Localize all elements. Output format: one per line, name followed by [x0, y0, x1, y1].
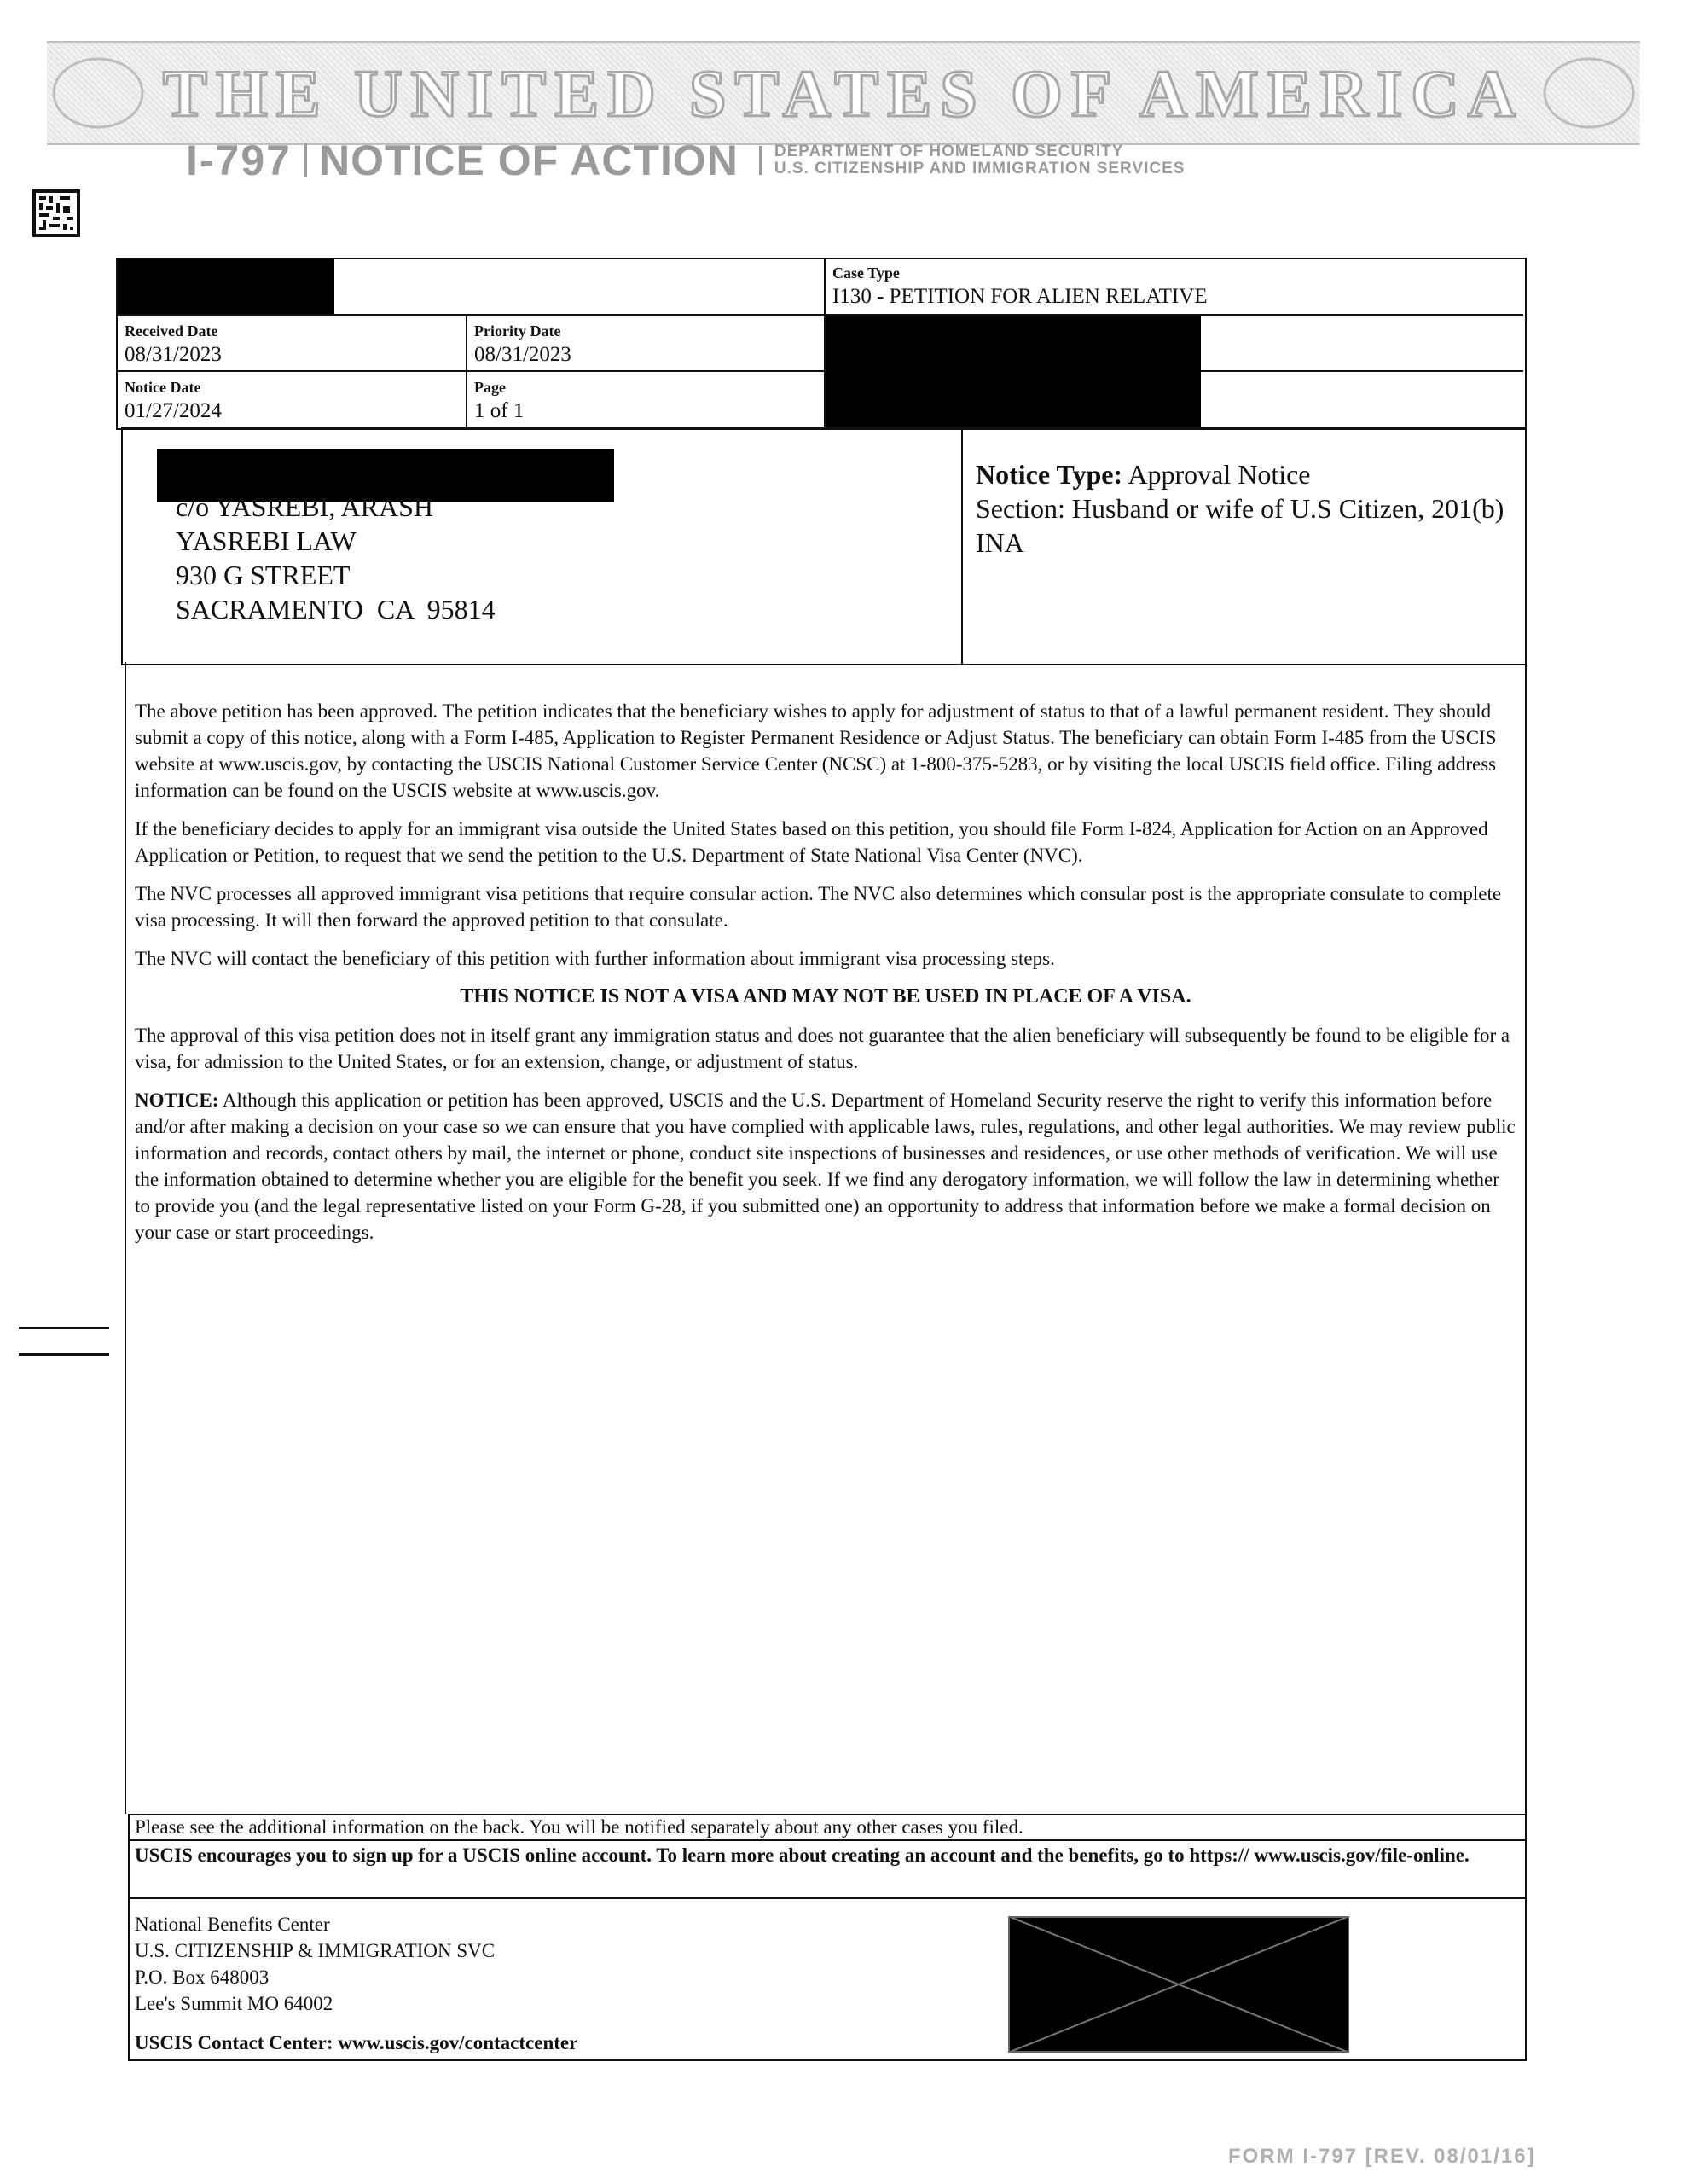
- notice-section: Section: Husband or wife of U.S Citizen, 201(b) INA: [976, 493, 1504, 558]
- case-type-cell: [826, 259, 1523, 316]
- office-line-2: U.S. CITIZENSHIP & IMMIGRATION SVC: [135, 1940, 496, 1961]
- department-block: [774, 143, 1186, 177]
- office-line-1: National Benefits Center: [135, 1914, 330, 1935]
- body-paragraph-6: [135, 1087, 1516, 1246]
- address-line-2: YASREBI LAW: [176, 526, 357, 556]
- case-type-value: I130 - PETITION FOR ALIEN RELATIVE: [832, 285, 1208, 308]
- notice-type-block: [976, 457, 1522, 560]
- address-line-1: c/o YASREBI, ARASH: [176, 491, 433, 522]
- banner-title: THE UNITED STATES OF AMERICA: [162, 56, 1525, 131]
- notice-type-value: Approval Notice: [1122, 459, 1311, 490]
- address-notice-box: [121, 427, 1527, 665]
- office-line-3: P.O. Box 648003: [135, 1966, 270, 1988]
- mailing-address: [176, 490, 496, 626]
- received-date-label: Received Date: [125, 322, 218, 340]
- redaction-block: [826, 316, 1201, 427]
- beneficiary-cell: [826, 316, 1523, 372]
- priority-date-value: 08/31/2023: [474, 343, 571, 366]
- visa-warning: THIS NOTICE IS NOT A VISA AND MAY NOT BE USED IN PLACE OF A VISA.: [460, 985, 1191, 1008]
- body-paragraph-1: The above petition has been approved. The petition indicates that the beneficiary wishes to apply for adjustment of status to that of a lawful permanent resident. They should submit a copy of this notice, along with a Form I-485, Application to Register Permanent Residence or Adjust Status. The beneficiary can obtain Form I-485 from the USCIS website at www.uscis.gov, by contacting the USCIS National Customer Service Center (NCSC) at 1-800-375-5283, or by visiting the local USCIS field office. Filing address information can be found on the USCIS website at www.uscis.gov.: [135, 700, 1497, 801]
- body-paragraph-5: The approval of this visa petition does not in itself grant any immigration status and does not guarantee that the alien beneficiary will subsequently be found to be eligible for a visa, for admission to the United States, or for an extension, change, or adjustment of status.: [135, 1025, 1510, 1072]
- banner-lettering: [47, 43, 1640, 143]
- received-date-value: 08/31/2023: [125, 343, 222, 366]
- form-revision: FORM I-797 [REV. 08/01/16]: [1228, 2145, 1536, 2168]
- title-divider-2: [759, 146, 762, 175]
- priority-date-label: Priority Date: [474, 322, 561, 340]
- redacted-signature-box: [1008, 1916, 1349, 2053]
- office-block: [128, 1899, 1527, 2061]
- notice-date-label: Notice Date: [125, 379, 201, 396]
- page-cell: [467, 372, 826, 427]
- qr-barcode-icon: [32, 189, 80, 237]
- address-line-4: SACRAMENTO CA 95814: [176, 594, 496, 624]
- case-info-table: [116, 258, 1527, 430]
- priority-date-cell: [467, 316, 826, 372]
- case-type-label: Case Type: [832, 264, 900, 282]
- margin-marks: [19, 1327, 109, 1380]
- applicant-cell: [1201, 372, 1523, 427]
- body-paragraph-4: The NVC will contact the beneficiary of this petition with further information about immigrant visa processing steps.: [135, 948, 1055, 969]
- online-account-note: USCIS encourages you to sign up for a USCIS online account. To learn more about creating an account and the benefits, go to https:// www.uscis.gov/file-online.: [128, 1841, 1527, 1899]
- notice-body: [135, 698, 1516, 1258]
- form-number: I-797: [186, 136, 292, 184]
- body-paragraph-3: The NVC processes all approved immigrant visa petitions that require consular action. The NVC also determines which consular post is the appropriate consulate to complete visa processing. It will then forward the approved petition to that consulate.: [135, 883, 1502, 931]
- department-line-2: U.S. CITIZENSHIP AND IMMIGRATION SERVICES: [774, 160, 1186, 177]
- receipt-number-cell: [118, 259, 826, 316]
- received-date-cell: [118, 316, 467, 372]
- notice-date-cell: [118, 372, 467, 427]
- notice-label: NOTICE:: [135, 1089, 219, 1111]
- notice-title: NOTICE OF ACTION: [318, 136, 739, 184]
- notice-text: Although this application or petition has been approved, USCIS and the U.S. Department of Homeland Security reserve the right to verify this information before and/or after making a decision on your case so we can ensure that you have complied with applicable laws, rules, regulations, and other legal authorities. We may review public information and records, contact others by mail, the internet or phone, conduct site inspections of businesses and residences, or use other methods of verification. We will use the information obtained to determine whether you are eligible for the benefit you seek. If we find any derogatory information, we will follow the law in determining whether to provide you (and the legal representative listed on your Form G-28, if you submitted one) an opportunity to address that information before we make a formal decision on your case or start proceedings.: [135, 1089, 1516, 1243]
- header-banner: [47, 41, 1640, 145]
- additional-info-note: Please see the additional information on the back. You will be notified separately about any other cases you filed.: [128, 1814, 1527, 1841]
- title-divider: [304, 143, 307, 177]
- notice-of-action-line: [186, 136, 1185, 184]
- redaction-block: [118, 259, 334, 314]
- notice-type-label: Notice Type:: [976, 459, 1123, 490]
- office-address: [135, 1911, 495, 2017]
- page-value: 1 of 1: [474, 399, 525, 422]
- notice-date-value: 01/27/2024: [125, 399, 222, 422]
- address-line-3: 930 G STREET: [176, 560, 351, 590]
- department-line-1: DEPARTMENT OF HOMELAND SECURITY: [774, 142, 1124, 160]
- page-label: Page: [474, 379, 506, 396]
- contact-center: USCIS Contact Center: www.uscis.gov/contactcenter: [135, 2032, 578, 2053]
- body-paragraph-2: If the beneficiary decides to apply for an immigrant visa outside the United States based on this petition, you should file Form I-824, Application for Action on an Approved Application or Petition, to request that we send the petition to the U.S. Department of State National Visa Center (NVC).: [135, 818, 1488, 866]
- address-divider: [961, 428, 963, 664]
- office-line-4: Lee's Summit MO 64002: [135, 1993, 333, 2014]
